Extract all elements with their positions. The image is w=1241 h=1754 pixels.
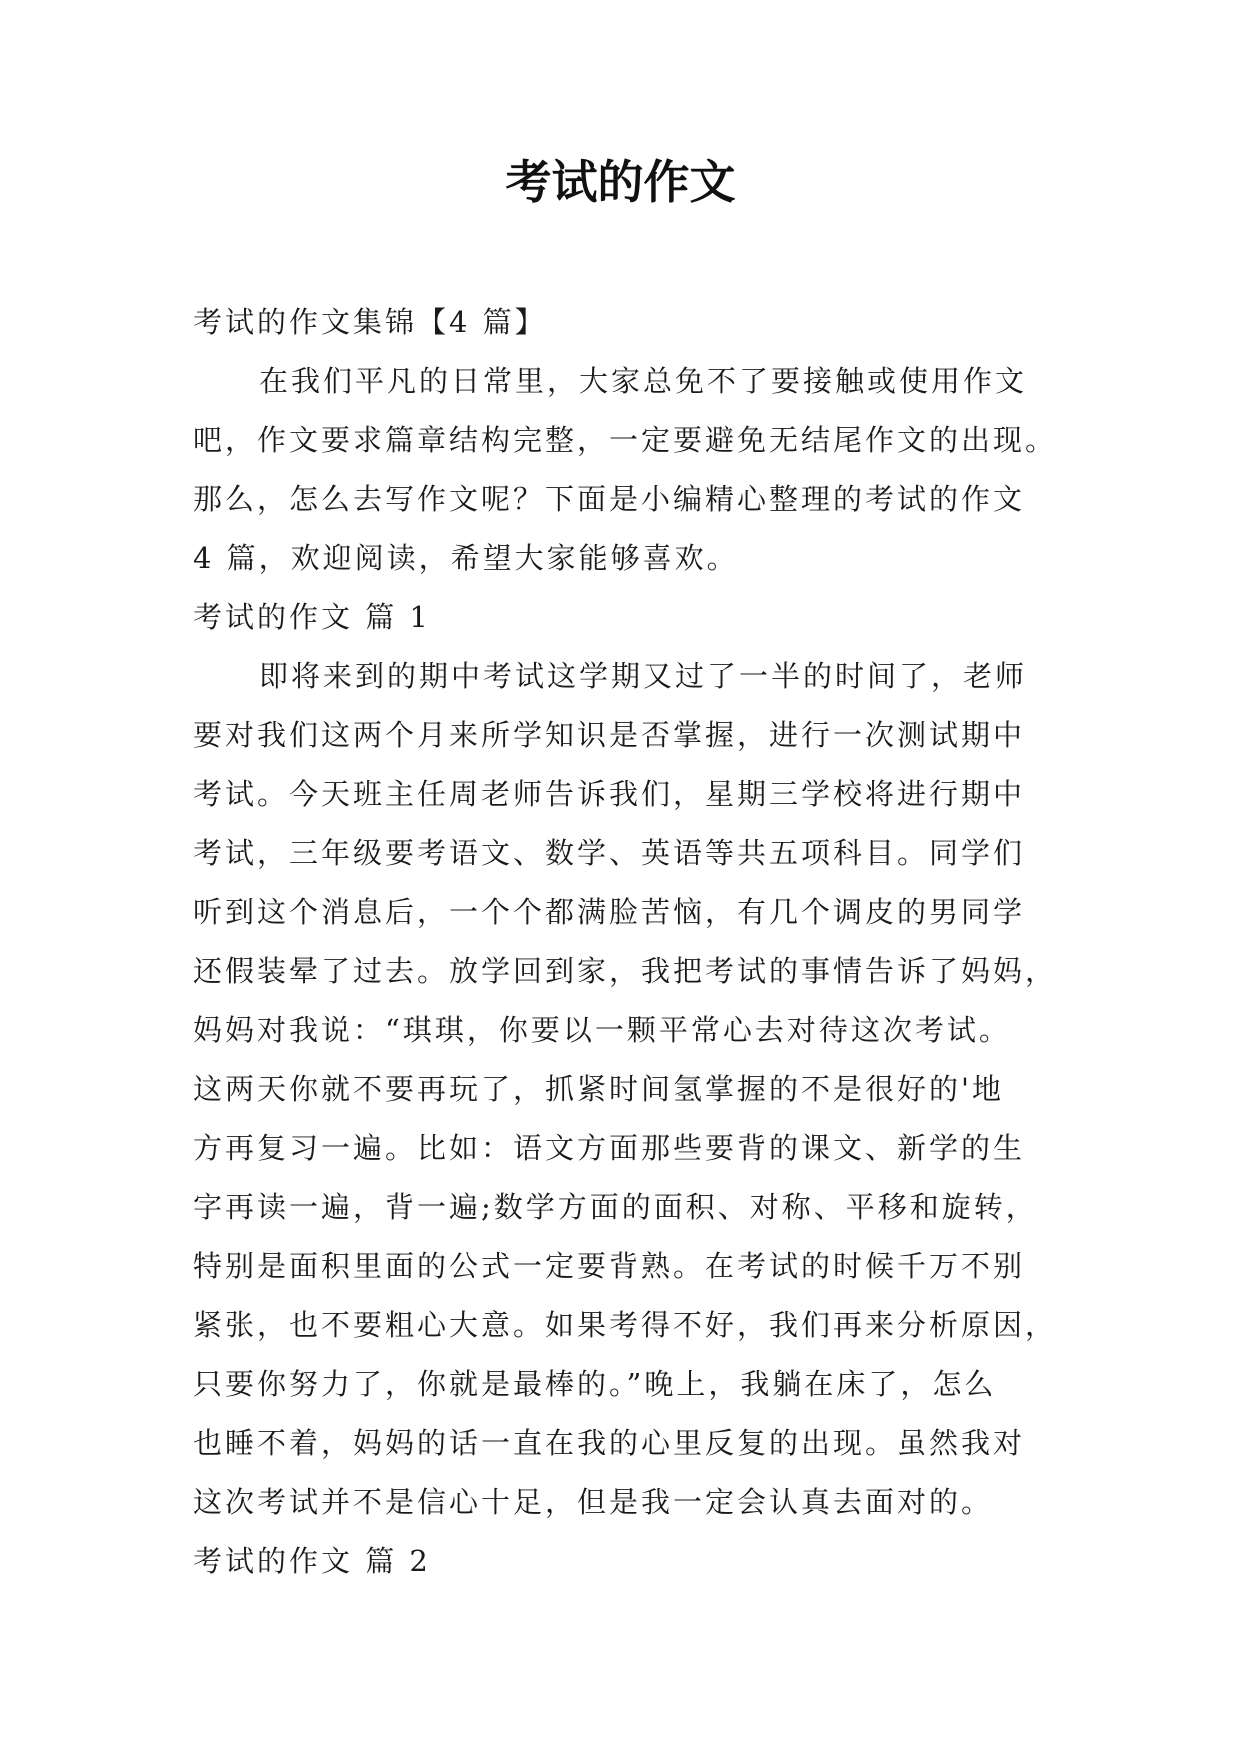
- essay-line: 考试。今天班主任周老师告诉我们，星期三学校将进行期中: [193, 777, 1026, 811]
- essay-line: 妈妈对我说：“琪琪，你要以一颗平常心去对待这次考试。: [193, 1013, 1011, 1047]
- essay-line: 紧张，也不要粗心大意。如果考得不好，我们再来分析原因，: [193, 1308, 1058, 1342]
- essay-line: 要对我们这两个月来所学知识是否掌握，进行一次测试期中: [193, 718, 1026, 752]
- essay-line: 只要你努力了，你就是最棒的。”晚上，我躺在床了，怎么: [193, 1367, 997, 1401]
- essay-line: 考试，三年级要考语文、数学、英语等共五项科目。同学们: [193, 836, 1026, 870]
- essay-line: 这两天你就不要再玩了，抓紧时间氢掌握的不是很好的'地: [193, 1072, 1004, 1106]
- section-heading-2: 考试的作文 篇 2: [193, 1544, 431, 1578]
- essay-line: 也睡不着，妈妈的话一直在我的心里反复的出现。虽然我对: [193, 1426, 1026, 1460]
- document-title: 考试的作文: [505, 155, 736, 209]
- section-heading-1: 考试的作文 篇 1: [193, 600, 431, 634]
- essay-line: 这次考试并不是信心十足，但是我一定会认真去面对的。: [193, 1485, 994, 1519]
- intro-line: 4 篇，欢迎阅读，希望大家能够喜欢。: [193, 541, 739, 575]
- essay-line: 方再复习一遍。比如：语文方面那些要背的课文、新学的生: [193, 1131, 1026, 1165]
- essay-line: 字再读一遍，背一遍;数学方面的面积、对称、平移和旋转，: [193, 1190, 1038, 1224]
- essay-line: 特别是面积里面的公式一定要背熟。在考试的时候千万不别: [193, 1249, 1026, 1283]
- intro-line: 吧，作文要求篇章结构完整，一定要避免无结尾作文的出现。: [193, 423, 1058, 457]
- intro-line: 在我们平凡的日常里，大家总免不了要接触或使用作文: [259, 364, 1028, 398]
- intro-line: 那么，怎么去写作文呢？下面是小编精心整理的考试的作文: [193, 482, 1026, 516]
- document-body: [193, 293, 1059, 1591]
- essay-line: 听到这个消息后，一个个都满脸苦恼，有几个调皮的男同学: [193, 895, 1026, 929]
- collection-subtitle: 考试的作文集锦【4 篇】: [193, 305, 547, 339]
- essay-line: 还假装晕了过去。放学回到家，我把考试的事情告诉了妈妈，: [193, 954, 1058, 988]
- essay-line: 即将来到的期中考试这学期又过了一半的时间了，老师: [259, 659, 1028, 693]
